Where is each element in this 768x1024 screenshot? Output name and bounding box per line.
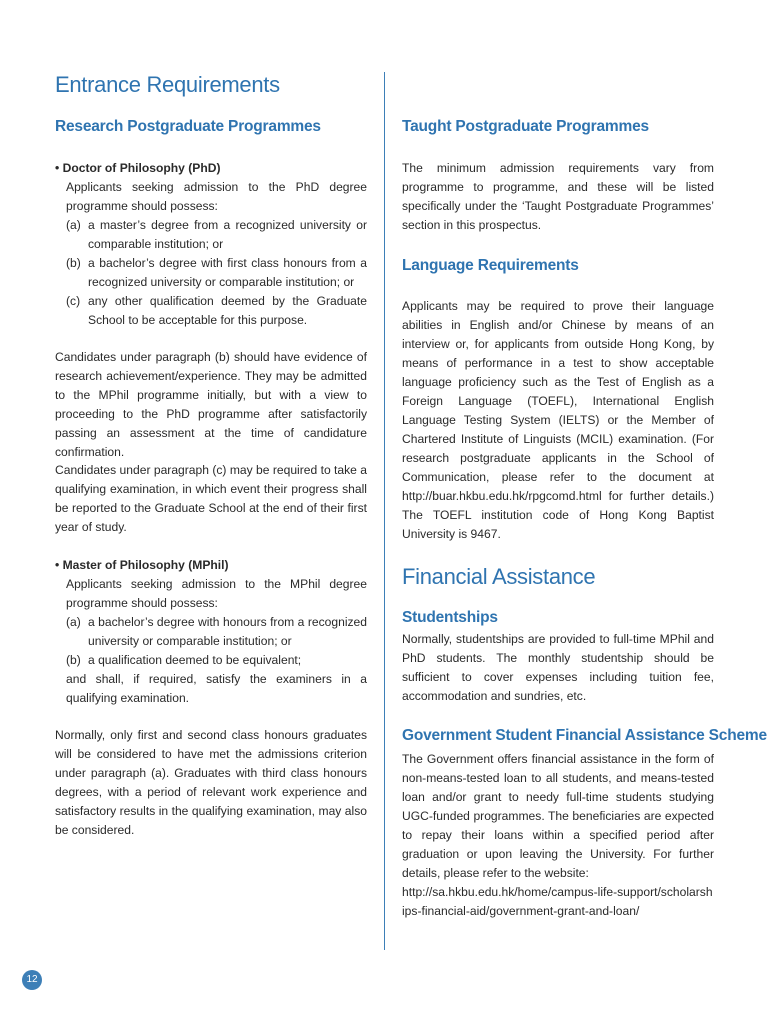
language-text: Applicants may be required to prove their language abilities in English and/or Chinese by means of an interview or, for applicants from outside Hong Kong, by means of performance in a test to show acceptable language proficiency such as the Test of English as a Foreign Language (TOEFL), International English Language Testing System (IELTS) or the Member of Chartered Institute of Linguists (MCIL) examination. (For research postgraduate applicants in the School of Communication, please refer to the document at http://buar.hkbu.edu.hk/rpgcomd.html for further details.) The TOEFL institution code of Hong Kong Baptist University is 9467. (402, 299, 714, 541)
studentships-text: Normally, studentships are provided to full-time MPhil and PhD students. The monthly studentship should be sufficient to cover expenses including tuition fee, accommodation and sundries, etc. (402, 632, 714, 703)
phd-item-b: (b) a bachelor’s degree with first class honours from a recognized university or comparable institution; or (66, 256, 367, 289)
gov-section (402, 750, 714, 921)
financial-title: Financial Assistance (402, 564, 596, 589)
gov-heading: Government Student Financial Assistance Scheme (402, 727, 767, 744)
studentships-heading: Studentships (402, 609, 498, 626)
mphil-tail: and shall, if required, satisfy the examiners in a qualifying examination. (66, 672, 367, 705)
mphil-paragraph: Normally, only first and second class honours graduates will be considered to have met the admissions criterion under paragraph (a). Graduates with third class honours degrees, with a period of relevant work experience and satisfactory results in the qualifying examination, may also be considered. (55, 728, 367, 837)
mphil-requirements (55, 613, 367, 670)
phd-paragraph-b: Candidates under paragraph (b) should have evidence of research achievement/experience. They may be admitted to the MPhil programme initially, but with a view to proceeding to the PhD programme after satisfactorily passing an assessment at the time of candidature confirmation. (55, 350, 367, 459)
mphil-intro: Applicants seeking admission to the MPhil degree programme should possess: (66, 577, 367, 610)
mphil-item-b: (b) a qualification deemed to be equivalent; (66, 653, 302, 667)
phd-paragraph-c: Candidates under paragraph (c) may be required to take a qualifying examination, in which event their progress shall be reported to the Graduate School at the end of their first year of study. (55, 463, 367, 534)
mphil-title: • Master of Philosophy (MPhil) (55, 558, 229, 572)
page-title: Entrance Requirements (55, 72, 280, 97)
phd-item-c: (c) any other qualification deemed by the Graduate School to be acceptable for this purpose. (66, 294, 367, 327)
phd-requirements (55, 216, 367, 330)
phd-item-a: (a) a master’s degree from a recognized university or comparable institution; or (66, 218, 367, 251)
phd-intro: Applicants seeking admission to the PhD degree programme should possess: (66, 180, 367, 213)
gov-website-link[interactable]: http://sa.hkbu.edu.hk/home/campus-life-support/scholarships-financial-aid/government-grant-and-loan/ (402, 885, 713, 918)
taught-heading: Taught Postgraduate Programmes (402, 118, 649, 135)
page-number: 12 (22, 970, 42, 990)
phd-title: • Doctor of Philosophy (PhD) (55, 161, 221, 175)
gov-text: The Government offers financial assistance in the form of non-means-tested loan to all students, and means-tested loan and/or grant to needy full-time students studying UGC-funded programmes. The beneficiaries are expected to repay their loans within a specified period after graduation or upon leaving the University. For further details, please refer to the website: (402, 752, 714, 880)
taught-text: The minimum admission requirements vary from programme to programme, and these will be listed specifically under the ‘Taught Postgraduate Programmes’ section in this prospectus. (402, 161, 714, 232)
column-divider (384, 72, 385, 950)
phd-section (55, 159, 367, 330)
research-heading: Research Postgraduate Programmes (55, 118, 321, 135)
mphil-section (55, 556, 367, 708)
mphil-item-a: (a) a bachelor’s degree with honours from a recognized university or comparable institution; or (66, 615, 367, 648)
language-heading: Language Requirements (402, 257, 579, 274)
